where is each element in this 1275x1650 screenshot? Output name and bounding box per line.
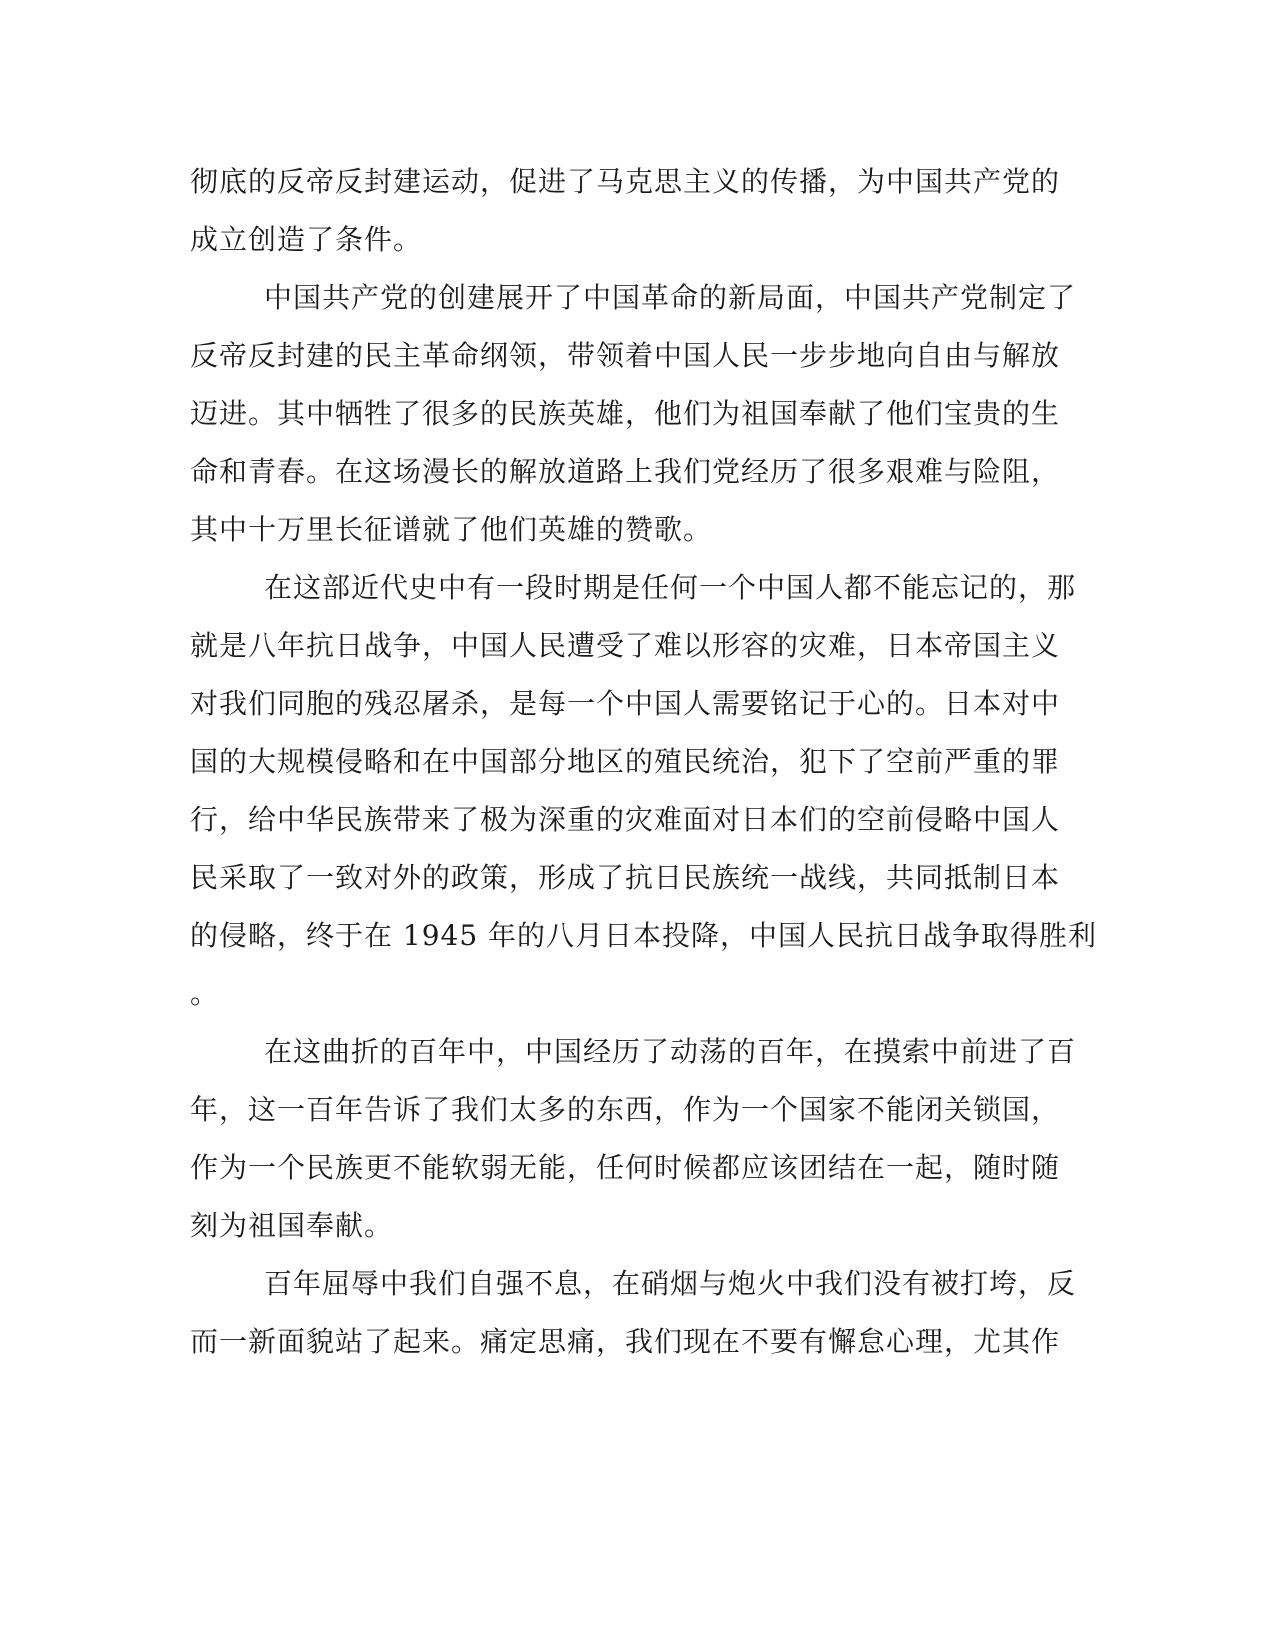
text-line: 。 [190, 977, 220, 1010]
text-line: 刻为祖国奉献。 [190, 1209, 394, 1242]
text-line: 就是八年抗日战争，中国人民遭受了难以形容的灾难，日本帝国主义 [190, 629, 1061, 662]
paragraph-first-line: 百年屈辱中我们自强不息，在硝烟与炮火中我们没有被打垮，反 [264, 1267, 1077, 1300]
paragraph-first-line: 中国共产党的创建展开了中国革命的新局面，中国共产党制定了 [264, 281, 1077, 314]
text-line: 民采取了一致对外的政策，形成了抗日民族统一战线，共同抵制日本 [190, 861, 1061, 894]
text-line: 彻底的反帝反封建运动，促进了马克思主义的传播，为中国共产党的 [190, 165, 1061, 198]
text-line: 而一新面貌站了起来。痛定思痛，我们现在不要有懈怠心理，尤其作 [190, 1325, 1061, 1358]
paragraph-first-line: 在这部近代史中有一段时期是任何一个中国人都不能忘记的，那 [264, 571, 1077, 604]
text-line: 迈进。其中牺牲了很多的民族英雄，他们为祖国奉献了他们宝贵的生 [190, 397, 1061, 430]
text-line: 行，给中华民族带来了极为深重的灾难面对日本们的空前侵略中国人 [190, 803, 1061, 836]
text-line: 对我们同胞的残忍屠杀，是每一个中国人需要铭记于心的。日本对中 [190, 687, 1061, 720]
text-line: 命和青春。在这场漫长的解放道路上我们党经历了很多艰难与险阻， [190, 455, 1061, 488]
text-line: 国的大规模侵略和在中国部分地区的殖民统治，犯下了空前严重的罪 [190, 745, 1061, 778]
text-line: 的侵略，终于在 1945 年的八月日本投降，中国人民抗日战争取得胜利 [190, 919, 1098, 952]
text-line: 成立创造了条件。 [190, 223, 423, 256]
text-line: 作为一个民族更不能软弱无能，任何时候都应该团结在一起，随时随 [190, 1151, 1061, 1184]
text-line: 反帝反封建的民主革命纲领，带领着中国人民一步步地向自由与解放 [190, 339, 1061, 372]
text-line: 年，这一百年告诉了我们太多的东西，作为一个国家不能闭关锁国， [190, 1093, 1061, 1126]
paragraph-first-line: 在这曲折的百年中，中国经历了动荡的百年，在摸索中前进了百 [264, 1035, 1077, 1068]
text-line: 其中十万里长征谱就了他们英雄的赞歌。 [190, 513, 713, 546]
